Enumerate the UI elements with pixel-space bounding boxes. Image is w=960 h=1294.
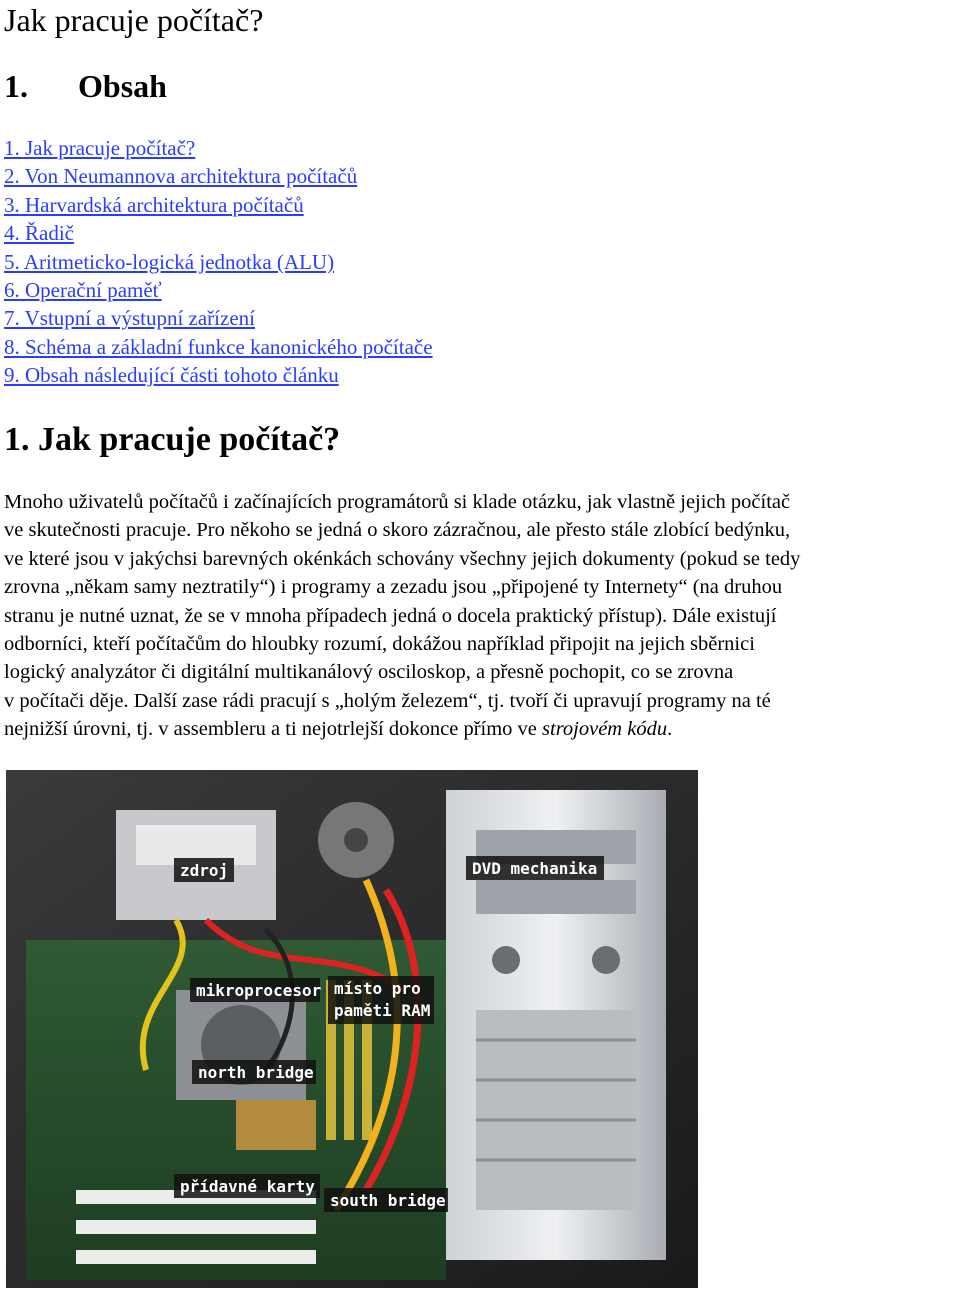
toc-item bbox=[4, 333, 433, 361]
table-of-contents bbox=[4, 134, 433, 390]
section-heading: 1. Jak pracuje počítač? bbox=[4, 421, 341, 458]
photo-illustration bbox=[6, 770, 698, 1288]
toc-link-9[interactable]: 9. Obsah následující části tohoto článku bbox=[4, 363, 339, 388]
svg-text:DVD mechanika: DVD mechanika bbox=[472, 859, 598, 878]
paragraph-line: stranu je nutné uznat, že se v mnoha případech jedná o docela praktický přístup). Dále existují bbox=[4, 604, 777, 627]
svg-text:south bridge: south bridge bbox=[330, 1191, 446, 1210]
paragraph-line: ve které jsou v jakýchsi barevných okénkách schovány všechny jejich dokumenty (pokud se tedy bbox=[4, 547, 801, 570]
toc-link-3[interactable]: 3. Harvardská architektura počítačů bbox=[4, 192, 304, 217]
last-line-text: nejnižší úrovni, tj. v assembleru a ti nejotrlejší dokonce přímo ve bbox=[4, 718, 543, 741]
paragraph-line: Mnoho uživatelů počítačů i začínajících programátorů si klade otázku, jak vlastně jejich počítač bbox=[4, 491, 791, 513]
toc-heading-label: Obsah bbox=[78, 68, 167, 104]
document-title: Jak pracuje počítač? bbox=[4, 2, 264, 38]
toc-link-1[interactable]: 1. Jak pracuje počítač? bbox=[4, 136, 196, 160]
intro-paragraph bbox=[4, 488, 960, 744]
toc-link-6[interactable]: 6. Operační paměť bbox=[4, 278, 162, 303]
paragraph-line: v počítači děje. Další zase rádi pracují s „holým železem“, tj. tvoří či upravují programy na té bbox=[4, 689, 771, 712]
toc-item bbox=[4, 134, 433, 162]
label-northbridge bbox=[192, 1060, 316, 1084]
toc-link-7[interactable]: 7. Vstupní a výstupní zařízení bbox=[4, 306, 255, 331]
label-ram bbox=[328, 976, 434, 1024]
computer-internals-photo bbox=[6, 770, 698, 1288]
toc-link-5[interactable]: 5. Aritmeticko-logická jednotka (ALU) bbox=[4, 249, 335, 274]
toc-link-4[interactable]: 4. Řadič bbox=[4, 221, 74, 246]
paragraph-line: odborníci, kteří počítačům do hloubky rozumí, dokážou například připojit na jejich sběrnici bbox=[4, 633, 755, 656]
toc-item bbox=[4, 248, 433, 276]
toc-item bbox=[4, 276, 433, 304]
svg-text:přídavné karty: přídavné karty bbox=[180, 1177, 315, 1196]
paragraph-line: ve skutečnosti pracuje. Pro někoho se jedná o skoro zázračnou, ale přesto stále zlobící bedýnku, bbox=[4, 519, 791, 542]
svg-text:north bridge: north bridge bbox=[198, 1063, 314, 1082]
label-psu bbox=[174, 858, 234, 882]
toc-heading bbox=[4, 64, 167, 108]
toc-item bbox=[4, 219, 433, 247]
svg-text:zdroj: zdroj bbox=[180, 861, 229, 880]
svg-text:paměti RAM: paměti RAM bbox=[334, 1001, 431, 1020]
svg-text:mikroprocesor: mikroprocesor bbox=[196, 981, 322, 1000]
toc-item bbox=[4, 304, 433, 332]
paragraph-line: logický analyzátor či digitální multikanálový osciloskop, a přesně pochopit, co se zrovna bbox=[4, 661, 734, 684]
last-line-end: . bbox=[667, 718, 673, 741]
toc-link-2[interactable]: 2. Von Neumannova architektura počítačů bbox=[4, 164, 358, 189]
label-cpu bbox=[190, 978, 321, 1002]
label-southbridge bbox=[324, 1188, 448, 1212]
northbridge-heatsink bbox=[236, 1100, 316, 1150]
toc-link-8[interactable]: 8. Schéma a základní funkce kanonického počítače bbox=[4, 334, 433, 359]
label-dvd bbox=[466, 856, 604, 880]
toc-item bbox=[4, 191, 433, 219]
paragraph-line: zrovna „někam samy neztratily“) i programy a zezadu jsou „připojené ty Internety“ (na druhou bbox=[4, 576, 783, 599]
emphasis-machine-code: strojovém kódu bbox=[542, 718, 668, 741]
toc-heading-number: 1. bbox=[4, 68, 28, 104]
svg-text:místo pro: místo pro bbox=[334, 979, 421, 998]
paragraph-last-line bbox=[4, 715, 960, 743]
toc-item bbox=[4, 361, 433, 389]
toc-item bbox=[4, 162, 433, 190]
label-cards bbox=[174, 1174, 320, 1198]
